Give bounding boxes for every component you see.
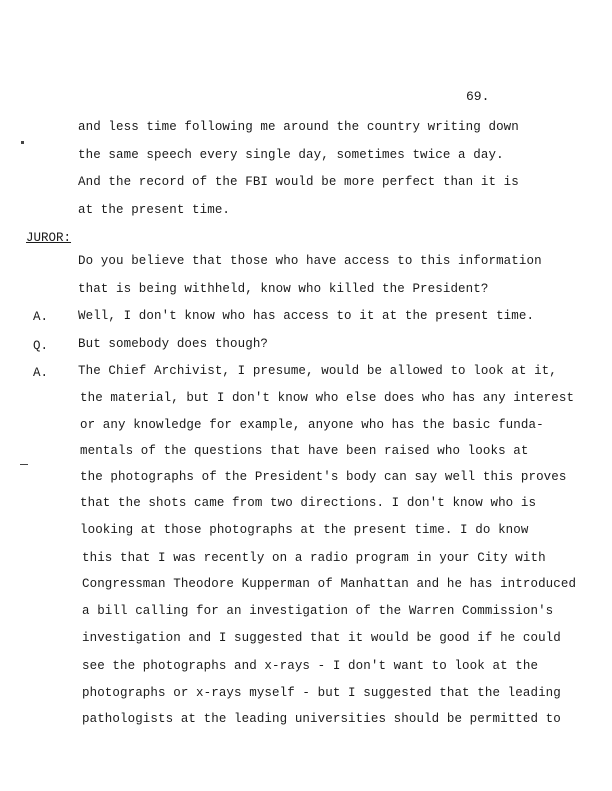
text-line: investigation and I suggested that it would be good if he could xyxy=(82,631,561,645)
text-line: the material, but I don't know who else does who has any interest xyxy=(80,391,575,405)
text-line: Well, I don't know who has access to it at the present time. xyxy=(78,309,535,323)
margin-mark xyxy=(21,141,24,144)
speaker-label: A. xyxy=(33,310,49,324)
text-line: that is being withheld, know who killed the President? xyxy=(78,282,489,296)
text-line: this that I was recently on a radio program in your City with xyxy=(82,551,546,565)
text-line: Congressman Theodore Kupperman of Manhattan and he has introduced xyxy=(82,577,577,591)
text-line: at the present time. xyxy=(78,203,231,217)
text-line: Do you believe that those who have access to this information xyxy=(78,254,542,268)
text-line: and less time following me around the country writing down xyxy=(78,120,519,134)
text-line: mentals of the questions that have been raised who looks at xyxy=(80,444,529,458)
text-line: or any knowledge for example, anyone who has the basic funda- xyxy=(80,418,544,432)
speaker-label: A. xyxy=(33,366,49,380)
text-line: the photographs of the President's body can say well this proves xyxy=(80,470,567,484)
juror-label: JUROR: xyxy=(26,231,72,245)
margin-mark xyxy=(20,464,28,465)
text-line: And the record of the FBI would be more perfect than it is xyxy=(78,175,519,189)
text-line: the same speech every single day, sometimes twice a day. xyxy=(78,148,504,162)
text-line: The Chief Archivist, I presume, would be allowed to look at it, xyxy=(78,364,557,378)
text-line: But somebody does though? xyxy=(78,337,269,351)
text-line: pathologists at the leading universities should be permitted to xyxy=(82,712,561,726)
text-line: that the shots came from two directions. I don't know who is xyxy=(80,496,537,510)
text-line: looking at those photographs at the present time. I do know xyxy=(80,523,529,537)
text-line: a bill calling for an investigation of the Warren Commission's xyxy=(82,604,554,618)
text-line: photographs or x-rays myself - but I suggested that the leading xyxy=(82,686,561,700)
text-line: see the photographs and x-rays - I don't want to look at the xyxy=(82,659,539,673)
page-number: 69. xyxy=(466,89,490,104)
speaker-label: Q. xyxy=(33,339,49,353)
